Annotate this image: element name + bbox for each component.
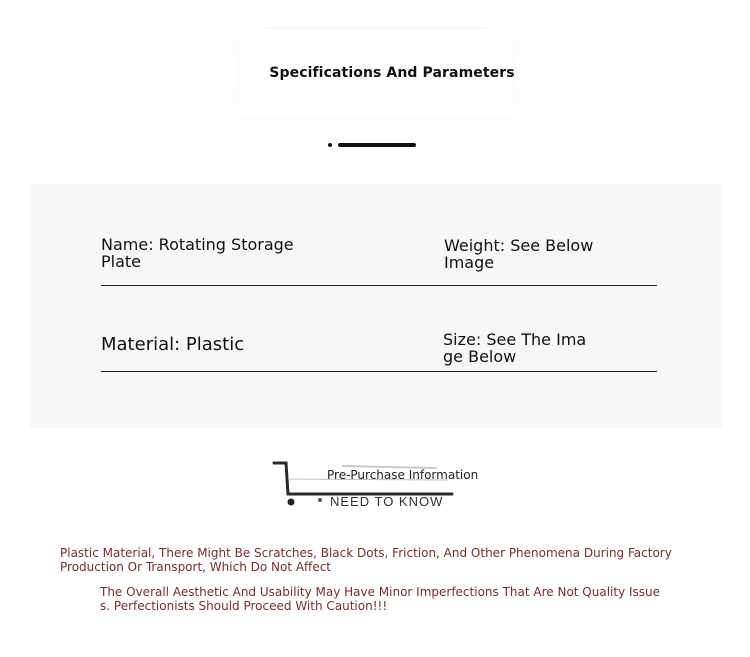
notice-line: The Overall Aesthetic And Usability May Have Minor Imperfections That Are Not Quality Issues. Perfectionists Should Proceed With Caution!!! [100,585,661,613]
need-to-know-label: NEED TO KNOW [330,494,444,509]
spec-name: Name: Rotating Storage Plate [101,235,294,271]
spec-row-divider [101,285,657,286]
spec-size: Size: See The Image Below [443,330,587,366]
spec-row-divider [101,371,657,372]
title-underline-dot [328,143,332,147]
notice-line: Plastic Material, There Might Be Scratches, Black Dots, Friction, And Other Phenomena During Factory Production Or Transport, Which Do Not Affect [60,546,672,574]
spec-material: Material: Plastic [101,334,245,355]
spec-weight: Weight: See Below Image [444,236,594,272]
spec-card [30,184,722,428]
notice-label: Pre-Purchase Information [327,468,479,482]
title-underline-bar [338,143,416,147]
shopping-cart-icon [272,458,462,510]
page-title: Specifications And Parameters [269,65,515,81]
